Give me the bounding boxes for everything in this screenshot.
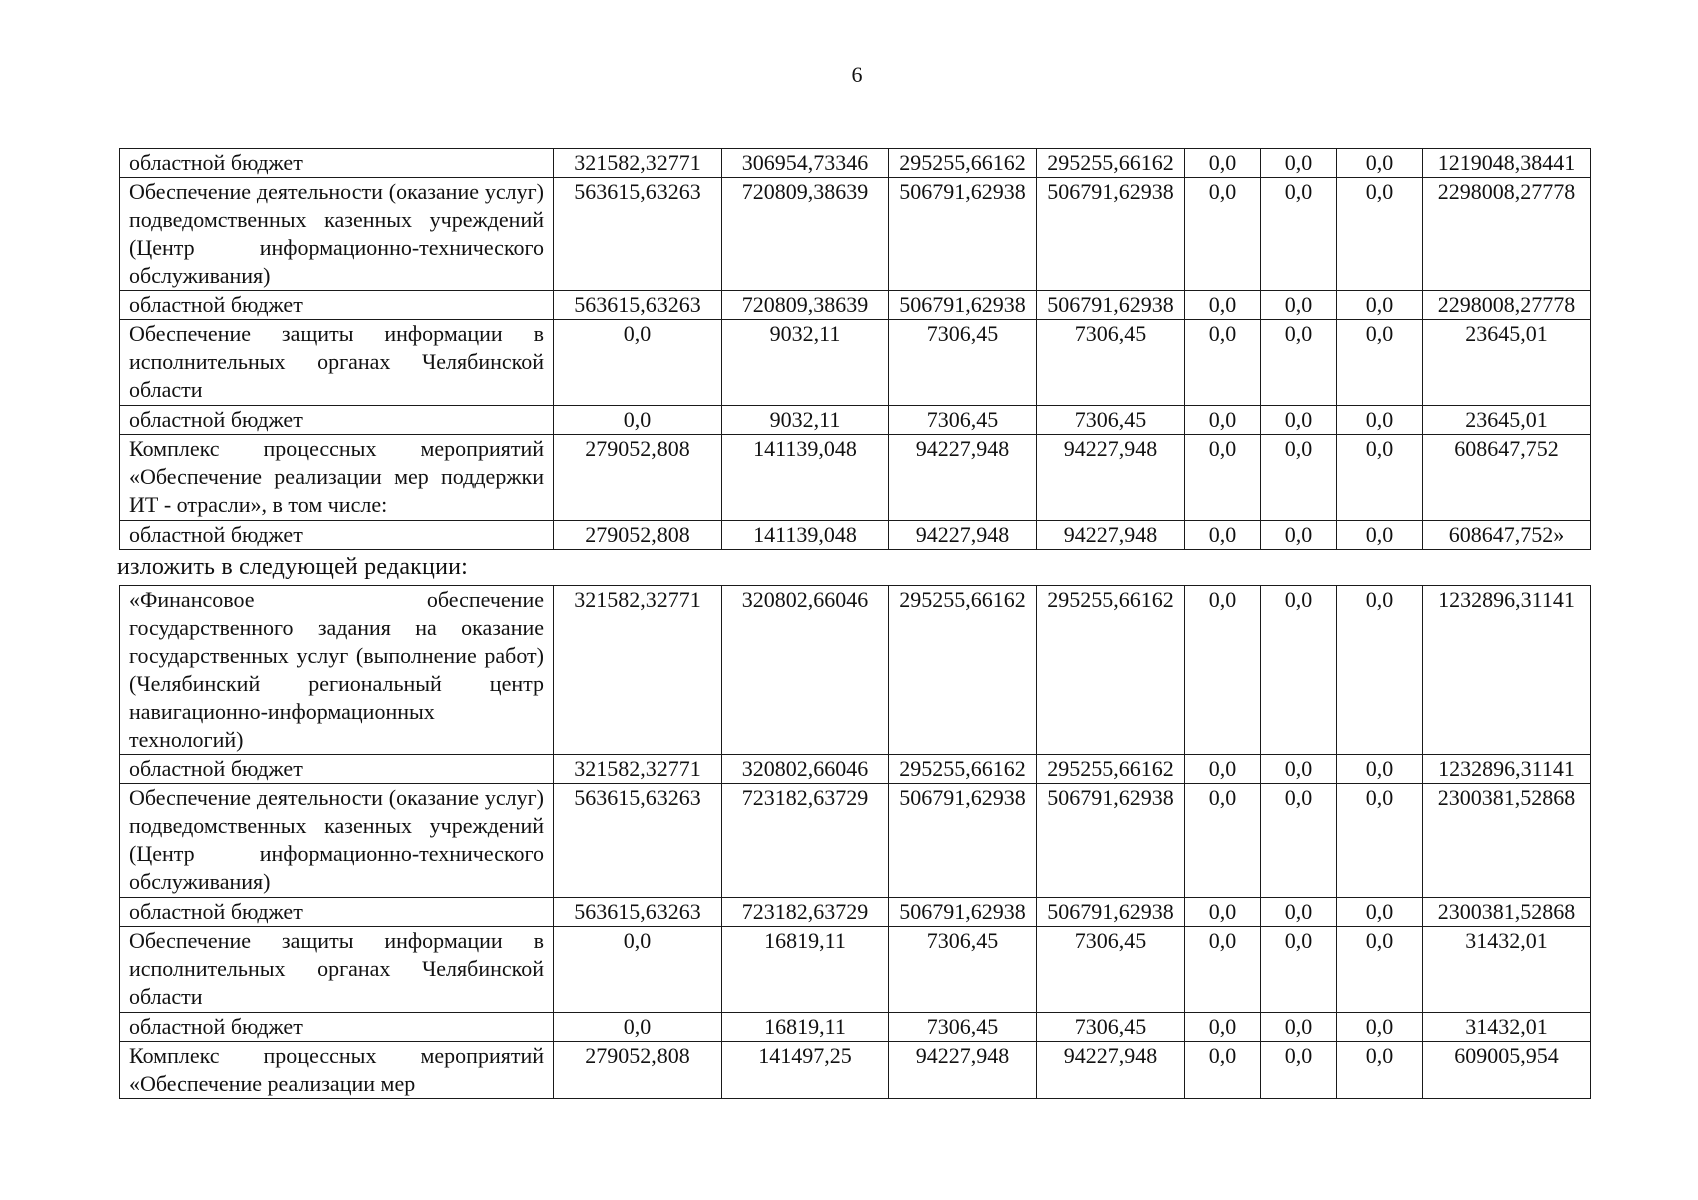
page-number: 6 (851, 62, 863, 87)
value-cell: 0,0 (1261, 320, 1337, 406)
value-cell: 0,0 (1185, 320, 1261, 406)
value-cell: 7306,45 (889, 320, 1037, 406)
value-cell: 7306,45 (889, 1013, 1037, 1042)
value-cell: 0,0 (1185, 149, 1261, 178)
value-cell: 0,0 (1261, 1013, 1337, 1042)
value-cell: 506791,62938 (889, 178, 1037, 291)
value-cell: 609005,954 (1423, 1042, 1591, 1099)
value-cell: 723182,63729 (722, 898, 889, 927)
value-cell: 720809,38639 (722, 178, 889, 291)
value-cell: 321582,32771 (554, 586, 722, 755)
value-cell: 94227,948 (889, 1042, 1037, 1099)
table-row (120, 755, 1591, 784)
value-cell: 0,0 (1261, 1042, 1337, 1099)
value-cell: 0,0 (1337, 927, 1423, 1013)
value-cell: 2300381,52868 (1423, 784, 1591, 898)
table-row (120, 586, 1591, 755)
value-cell: 0,0 (1261, 927, 1337, 1013)
value-cell: 0,0 (1337, 178, 1423, 291)
value-cell: 279052,808 (554, 435, 722, 521)
table-row (120, 898, 1591, 927)
value-cell: 0,0 (1185, 755, 1261, 784)
value-cell: 0,0 (1261, 149, 1337, 178)
row-description: Обеспечение деятельности (оказание услуг) подведомственных казенных учреждений (Центр информационно-технического обслуживания) (120, 178, 554, 291)
value-cell: 7306,45 (1037, 1013, 1185, 1042)
table-row (120, 178, 1591, 291)
table-row (120, 320, 1591, 406)
table-row (120, 521, 1591, 550)
value-cell: 0,0 (1261, 406, 1337, 435)
value-cell: 0,0 (1185, 784, 1261, 898)
value-cell: 1232896,31141 (1423, 586, 1591, 755)
value-cell: 0,0 (1337, 784, 1423, 898)
value-cell: 563615,63263 (554, 898, 722, 927)
row-description: областной бюджет (120, 149, 554, 178)
value-cell: 279052,808 (554, 521, 722, 550)
value-cell: 7306,45 (889, 406, 1037, 435)
value-cell: 0,0 (1337, 898, 1423, 927)
value-cell: 563615,63263 (554, 291, 722, 320)
value-cell: 279052,808 (554, 1042, 722, 1099)
value-cell: 0,0 (1337, 521, 1423, 550)
value-cell: 23645,01 (1423, 320, 1591, 406)
value-cell: 0,0 (1261, 435, 1337, 521)
value-cell: 0,0 (1185, 1042, 1261, 1099)
value-cell: 16819,11 (722, 1013, 889, 1042)
value-cell: 321582,32771 (554, 755, 722, 784)
value-cell: 0,0 (1185, 521, 1261, 550)
value-cell: 720809,38639 (722, 291, 889, 320)
value-cell: 0,0 (1337, 149, 1423, 178)
value-cell: 506791,62938 (889, 898, 1037, 927)
value-cell: 0,0 (554, 1013, 722, 1042)
value-cell: 0,0 (1337, 586, 1423, 755)
value-cell: 0,0 (1337, 1042, 1423, 1099)
value-cell: 320802,66046 (722, 586, 889, 755)
value-cell: 506791,62938 (1037, 784, 1185, 898)
budget-table-new-version (119, 585, 1591, 1099)
value-cell: 0,0 (1261, 586, 1337, 755)
value-cell: 608647,752 (1423, 435, 1591, 521)
value-cell: 7306,45 (1037, 406, 1185, 435)
value-cell: 0,0 (1337, 406, 1423, 435)
value-cell: 0,0 (1337, 291, 1423, 320)
value-cell: 0,0 (1337, 320, 1423, 406)
value-cell: 0,0 (1185, 406, 1261, 435)
value-cell: 23645,01 (1423, 406, 1591, 435)
value-cell: 0,0 (1337, 435, 1423, 521)
value-cell: 94227,948 (1037, 521, 1185, 550)
row-description: областной бюджет (120, 406, 554, 435)
value-cell: 0,0 (1185, 178, 1261, 291)
value-cell: 7306,45 (1037, 320, 1185, 406)
value-cell: 16819,11 (722, 927, 889, 1013)
table-row (120, 149, 1591, 178)
value-cell: 506791,62938 (1037, 898, 1185, 927)
value-cell: 608647,752» (1423, 521, 1591, 550)
table-row (120, 1013, 1591, 1042)
value-cell: 141139,048 (722, 521, 889, 550)
row-description: Обеспечение защиты информации в исполнительных органах Челябинской области (120, 927, 554, 1013)
table-row (120, 1042, 1591, 1099)
value-cell: 141497,25 (722, 1042, 889, 1099)
value-cell: 1232896,31141 (1423, 755, 1591, 784)
row-description: Обеспечение деятельности (оказание услуг) подведомственных казенных учреждений (Центр информационно-технического обслуживания) (120, 784, 554, 898)
table-row (120, 435, 1591, 521)
row-description: «Финансовое обеспечение государственного задания на оказание государственных услуг (выполнение работ) (Челябинский региональный центр навигационно-информационных технологий) (120, 586, 554, 755)
value-cell: 0,0 (554, 320, 722, 406)
value-cell: 94227,948 (889, 521, 1037, 550)
value-cell: 0,0 (1261, 521, 1337, 550)
value-cell: 0,0 (1261, 178, 1337, 291)
value-cell: 506791,62938 (1037, 178, 1185, 291)
table-row (120, 291, 1591, 320)
value-cell: 0,0 (1185, 586, 1261, 755)
value-cell: 0,0 (1185, 291, 1261, 320)
value-cell: 94227,948 (1037, 1042, 1185, 1099)
value-cell: 9032,11 (722, 406, 889, 435)
value-cell: 0,0 (1261, 291, 1337, 320)
value-cell: 7306,45 (889, 927, 1037, 1013)
table-row (120, 784, 1591, 898)
value-cell: 0,0 (554, 927, 722, 1013)
row-description: Комплекс процессных мероприятий «Обеспечение реализации мер поддержки ИТ - отрасли», в том числе: (120, 435, 554, 521)
value-cell: 0,0 (1185, 898, 1261, 927)
value-cell: 9032,11 (722, 320, 889, 406)
value-cell: 0,0 (1185, 927, 1261, 1013)
amendment-instruction: изложить в следующей редакции: (117, 554, 469, 580)
value-cell: 94227,948 (889, 435, 1037, 521)
row-description: областной бюджет (120, 521, 554, 550)
value-cell: 2298008,27778 (1423, 178, 1591, 291)
value-cell: 295255,66162 (1037, 586, 1185, 755)
value-cell: 0,0 (554, 406, 722, 435)
value-cell: 2300381,52868 (1423, 898, 1591, 927)
value-cell: 723182,63729 (722, 784, 889, 898)
value-cell: 563615,63263 (554, 178, 722, 291)
row-description: областной бюджет (120, 898, 554, 927)
value-cell: 0,0 (1337, 755, 1423, 784)
budget-table-current-version (119, 148, 1591, 550)
value-cell: 0,0 (1261, 898, 1337, 927)
value-cell: 7306,45 (1037, 927, 1185, 1013)
value-cell: 295255,66162 (1037, 755, 1185, 784)
value-cell: 295255,66162 (889, 586, 1037, 755)
value-cell: 31432,01 (1423, 1013, 1591, 1042)
table-row (120, 406, 1591, 435)
value-cell: 506791,62938 (889, 784, 1037, 898)
row-description: областной бюджет (120, 755, 554, 784)
row-description: Обеспечение защиты информации в исполнительных органах Челябинской области (120, 320, 554, 406)
value-cell: 1219048,38441 (1423, 149, 1591, 178)
value-cell: 0,0 (1337, 1013, 1423, 1042)
value-cell: 321582,32771 (554, 149, 722, 178)
value-cell: 295255,66162 (889, 755, 1037, 784)
value-cell: 0,0 (1261, 755, 1337, 784)
value-cell: 0,0 (1185, 1013, 1261, 1042)
row-description: Комплекс процессных мероприятий «Обеспечение реализации мер (120, 1042, 554, 1099)
value-cell: 295255,66162 (1037, 149, 1185, 178)
value-cell: 94227,948 (1037, 435, 1185, 521)
value-cell: 141139,048 (722, 435, 889, 521)
table-row (120, 927, 1591, 1013)
value-cell: 306954,73346 (722, 149, 889, 178)
value-cell: 0,0 (1185, 435, 1261, 521)
value-cell: 506791,62938 (889, 291, 1037, 320)
value-cell: 2298008,27778 (1423, 291, 1591, 320)
value-cell: 0,0 (1261, 784, 1337, 898)
value-cell: 320802,66046 (722, 755, 889, 784)
value-cell: 295255,66162 (889, 149, 1037, 178)
value-cell: 31432,01 (1423, 927, 1591, 1013)
value-cell: 506791,62938 (1037, 291, 1185, 320)
row-description: областной бюджет (120, 291, 554, 320)
row-description: областной бюджет (120, 1013, 554, 1042)
value-cell: 563615,63263 (554, 784, 722, 898)
